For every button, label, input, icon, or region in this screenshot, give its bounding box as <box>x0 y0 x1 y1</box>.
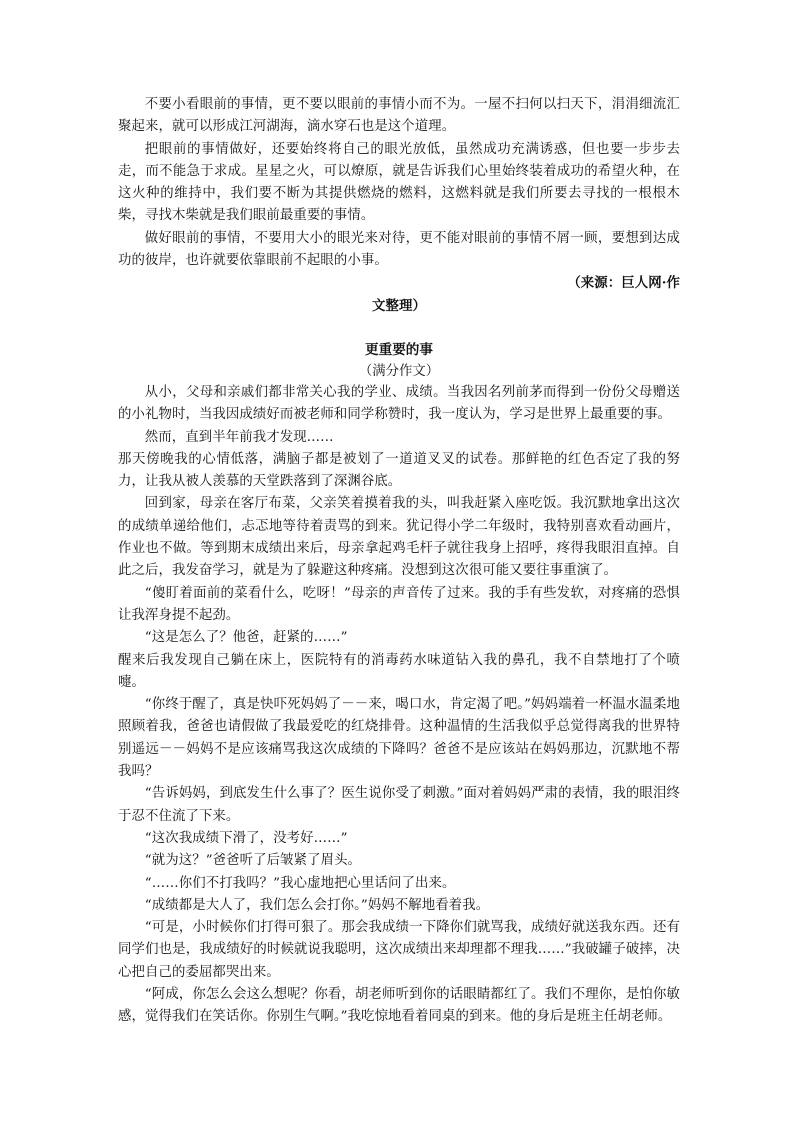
essay2-paragraph-2: 然而，直到半年前我才发现…… <box>144 429 334 445</box>
essay2-paragraph-3: 那天傍晚我的心情低落，满脑子都是被划了一道道叉叉的试卷。那鲜艳的红色否定了我的努力，让我从被人羡慕的天堂跌落到了深渊谷底。 <box>118 451 680 490</box>
essay2-paragraph-6: “这是怎么了？他爸，赶紧的……” <box>144 630 348 646</box>
essay2-paragraph-14: “可是，小时候你们打得可狠了。那会我成绩一下降你们就骂我，成绩好就送我东西。还有同学们也是，我成绩好的时候就说我聪明，这次成绩出来却理都不理我……”我破罐子破摔，决心把自己的委屈都哭出来。 <box>118 920 680 980</box>
essay2-paragraph-1: 从小，父母和亲戚们都非常关心我的学业、成绩。当我因名列前茅而得到一份份父母赠送的小礼物时，当我因成绩好而被老师和同学称赞时，我一度认为，学习是世界上最重要的事。 <box>118 384 680 423</box>
essay2-paragraph-11: “就为这？”爸爸听了后皱紧了眉头。 <box>144 853 362 869</box>
essay2-paragraph-15: “阿成，你怎么会这么想呢？你看，胡老师听到你的话眼睛都红了。我们不理你，是怕你敏感，觉得我们在笑话你。你别生气啊。”我吃惊地看着同桌的到来。他的身后是班主任胡老师。 <box>118 986 680 1025</box>
essay-title: 更重要的事 <box>365 341 433 358</box>
essay2-paragraph-5: “傻盯着面前的菜看什么，吃呀！”母亲的声音传了过来。我的手有些发软，对疼痛的恐惧让我浑身提不起劲。 <box>118 585 680 623</box>
essay2-paragraph-10: “这次我成绩下滑了，没考好……” <box>144 830 348 846</box>
source-attribution: （来源：巨人网·作 <box>567 275 680 292</box>
essay2-paragraph-13: “成绩都是大人了，我们怎么会打你。”妈妈不解地看着我。 <box>144 897 490 913</box>
essay2-paragraph-7: 醒来后我发现自己躺在床上，医院特有的消毒药水味道钻入我的鼻孔，我不自禁地打了个喷嚏。 <box>118 652 680 690</box>
essay2-paragraph-8: “你终于醒了，真是快吓死妈妈了－－来，喝口水，肯定渴了吧。”妈妈端着一杯温水温柔地照顾着我，爸爸也请假做了我最爱吃的红烧排骨。这种温情的生活我似乎总觉得离我的世界特别遥远－－妈妈不是应该痛骂我这次成绩的下降吗？爸爸不是应该站在妈妈那边，沉默地不帮我吗？ <box>118 697 680 780</box>
source-attribution-continued: 文整理） <box>372 297 426 314</box>
essay1-paragraph-3: 做好眼前的事情，不要用大小的眼光来对待，更不能对眼前的事情不屑一顾，要想到达成功的彼岸，也许就要依靠眼前不起眼的小事。 <box>118 230 680 269</box>
essay1-paragraph-1: 不要小看眼前的事情，更不要以眼前的事情小而不为。一屋不扫何以扫天下，涓涓细流汇聚起来，就可以形成江河湖海，滴水穿石也是这个道理。 <box>118 97 680 135</box>
essay1-paragraph-2: 把眼前的事情做好，还要始终将自己的眼光放低，虽然成功充满诱惑，但也要一步步去走，而不能急于求成。星星之火，可以燎原，就是告诉我们心里始终装着成功的希望火种，在这火种的维持中，我们要不断为其提供燃烧的燃料，这燃料就是我们所要去寻找的一根根木柴，寻找木柴就是我们眼前最重要的事情。 <box>118 141 680 224</box>
document-body <box>118 94 680 1029</box>
essay-subtitle: （满分作文） <box>358 363 440 379</box>
essay2-paragraph-4: 回到家，母亲在客厅布菜，父亲笑着摸着我的头，叫我赶紧入座吃饭。我沉默地拿出这次的成绩单递给他们，忐忑地等待着责骂的到来。犹记得小学二年级时，我特别喜欢看动画片，作业也不做。等到期末成绩出来后，母亲拿起鸡毛杆子就往我身上招呼，疼得我眼泪直掉。自此之后，我发奋学习，就是为了躲避这种疼痛。没想到这次很可能又要往事重演了。 <box>118 496 680 579</box>
essay2-paragraph-9: “告诉妈妈，到底发生什么事了？医生说你受了刺激。”面对着妈妈严肃的表情，我的眼泪终于忍不住流了下来。 <box>118 786 680 824</box>
section-spacer <box>118 317 680 339</box>
essay2-paragraph-12: “……你们不打我吗？”我心虚地把心里话问了出来。 <box>144 875 456 891</box>
